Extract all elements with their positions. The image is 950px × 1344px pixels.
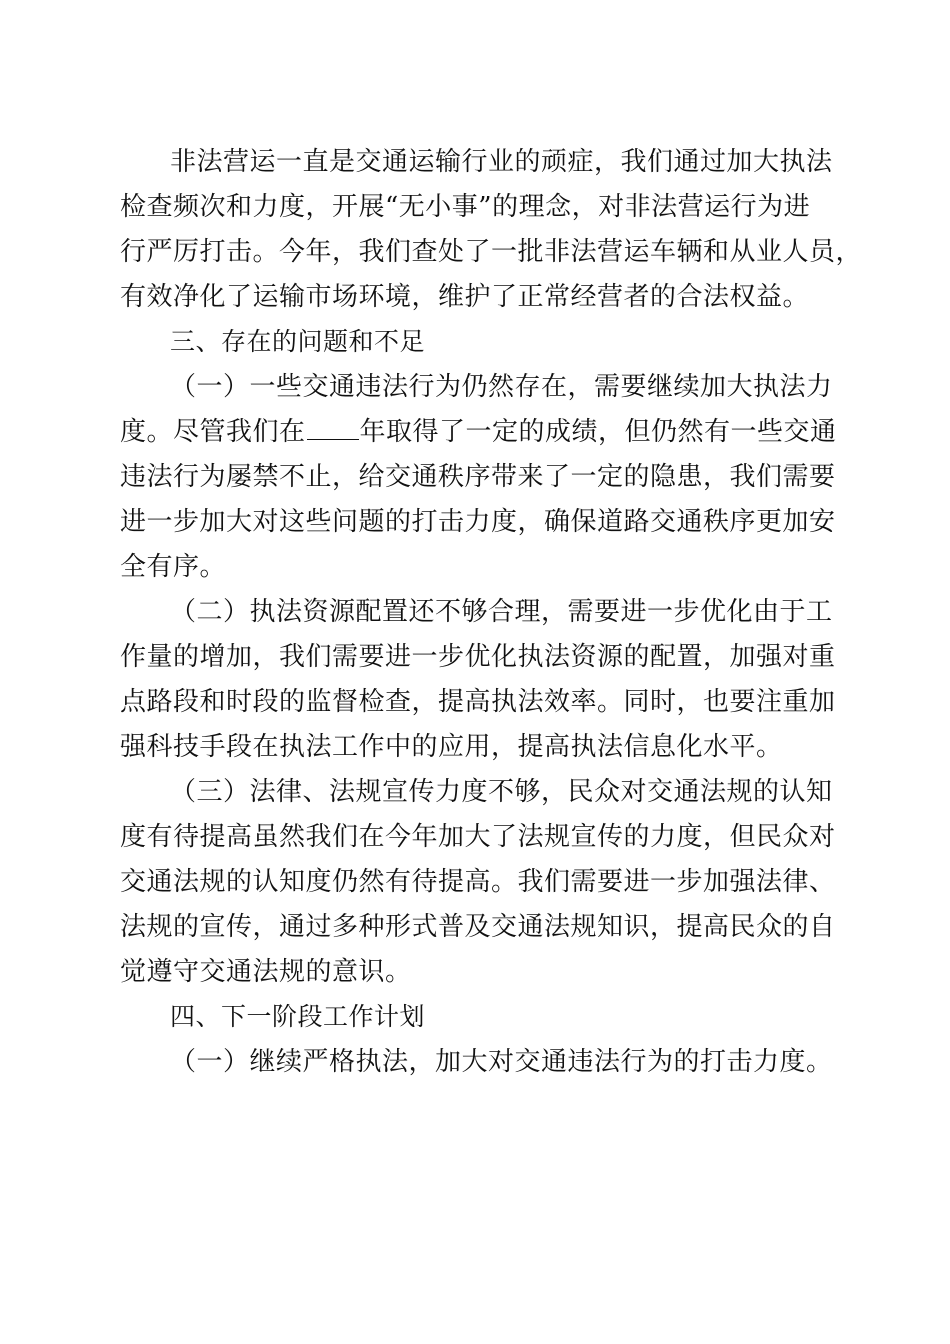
fill-in-blank bbox=[307, 415, 359, 440]
paragraph-line-with-blank bbox=[120, 412, 837, 452]
section-heading: 三、存在的问题和不足 bbox=[170, 327, 426, 356]
paragraph-line: 行严厉打击。今年，我们查处了一批非法营运车辆和从业人员， bbox=[120, 237, 863, 267]
paragraph-line: 违法行为屡禁不止，给交通秩序带来了一定的隐患，我们需要 bbox=[120, 462, 836, 492]
paragraph-line: （一）继续严格执法，加大对交通违法行为的打击力度。 bbox=[170, 1047, 833, 1077]
text-after-blank: 年取得了一定的成绩，但仍然有一些交通 bbox=[359, 417, 837, 447]
paragraph-line: 交通法规的认知度仍然有待提高。我们需要进一步加强法律、 bbox=[120, 867, 836, 897]
paragraph-line: 作量的增加，我们需要进一步优化执法资源的配置，加强对重 bbox=[120, 642, 836, 672]
paragraph-line: 强科技手段在执法工作中的应用，提高执法信息化水平。 bbox=[120, 732, 783, 762]
paragraph-line: （三）法律、法规宣传力度不够，民众对交通法规的认知 bbox=[170, 777, 833, 807]
section-heading: 四、下一阶段工作计划 bbox=[170, 1002, 426, 1031]
paragraph-line: （一）一些交通违法行为仍然存在，需要继续加大执法力 bbox=[170, 372, 833, 402]
paragraph-line: 有效净化了运输市场环境，维护了正常经营者的合法权益。 bbox=[120, 282, 810, 312]
paragraph-line: 检查频次和力度，开展“无小事”的理念，对非法营运行为进 bbox=[120, 192, 811, 222]
paragraph-line: 进一步加大对这些问题的打击力度，确保道路交通秩序更加安 bbox=[120, 507, 836, 537]
paragraph-line: 度有待提高虽然我们在今年加大了法规宣传的力度，但民众对 bbox=[120, 822, 836, 852]
paragraph-line: 法规的宣传，通过多种形式普及交通法规知识，提高民众的自 bbox=[120, 912, 836, 942]
paragraph-line: 觉遵守交通法规的意识。 bbox=[120, 957, 412, 987]
paragraph-line: 点路段和时段的监督检查，提高执法效率。同时，也要注重加 bbox=[120, 687, 836, 717]
paragraph-line: 非法营运一直是交通运输行业的顽症，我们通过加大执法 bbox=[170, 147, 833, 177]
paragraph-line: （二）执法资源配置还不够合理，需要进一步优化由于工 bbox=[170, 597, 833, 627]
paragraph-line: 全有序。 bbox=[120, 552, 227, 582]
text-before-blank: 度。尽管我们在 bbox=[120, 417, 306, 447]
